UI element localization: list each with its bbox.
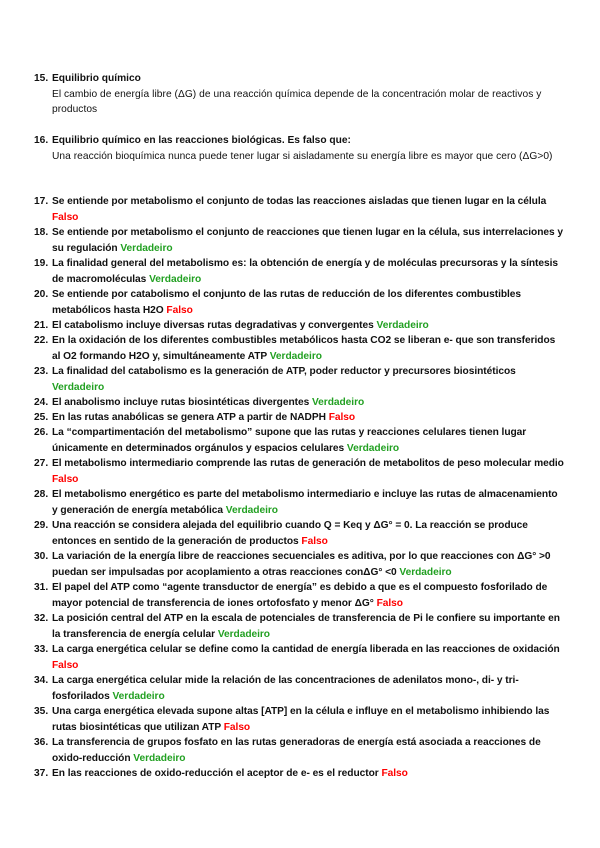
- answer-label: Verdadeiro: [399, 566, 452, 578]
- question-statement: La finalidad general del metabolismo es: la obtención de energía y de moléculas precursoras y la síntesis de macromoléculas: [52, 258, 558, 285]
- question-detail: Una reacción bioquímica nunca puede tener lugar si aisladamente su energía libre es mayor que cero (ΔG>0): [52, 150, 553, 162]
- answer-label: Verdadeiro: [52, 381, 105, 393]
- answer-label: Verdadeiro: [133, 752, 186, 764]
- question-statement: La variación de la energía libre de reacciones secuenciales es aditiva, por lo que reacciones con ΔG° >0 puedan ser impulsadas por acoplamiento a otras reacciones conΔG° <0: [52, 551, 551, 578]
- question-number: 24.: [34, 397, 49, 408]
- question-statement: Se entiende por catabolismo el conjunto de las rutas de reducción de los diferentes combustibles metabólicos hasta H2O: [52, 289, 522, 316]
- question-number: 19.: [34, 258, 49, 269]
- question-statement: En la oxidación de los diferentes combustibles metabólicos hasta CO2 se liberan e- que son transferidos al O2 formando H2O y, simultáneamente ATP: [52, 335, 556, 362]
- answer-label: Verdadeiro: [376, 320, 429, 331]
- question-statement: En las reacciones de oxido-reducción el aceptor de e- es el reductor: [52, 768, 379, 779]
- question-statement: La “compartimentación del metabolismo” supone que las rutas y reacciones celulares tienen lugar únicamente en determinados orgánulos y espacios celulares: [52, 427, 527, 454]
- question-18: [34, 225, 564, 256]
- question-24: [34, 395, 564, 411]
- answer-label: Verdadeiro: [149, 273, 202, 285]
- question-17: [34, 194, 564, 225]
- question-number: 21.: [34, 320, 49, 331]
- question-statement: El catabolismo incluye diversas rutas degradativas y convergentes: [52, 320, 374, 331]
- question-statement: Se entiende por metabolismo el conjunto de reacciones que tienen lugar en la célula, sus interrelaciones y su regulación: [52, 227, 564, 254]
- question-28: [34, 487, 564, 518]
- question-title: Equilibrio químico en las reacciones biológicas. Es falso que:: [52, 135, 351, 146]
- question-number: 33.: [34, 644, 49, 655]
- question-16: [34, 133, 564, 164]
- question-number: 31.: [34, 582, 49, 593]
- answer-label: Falso: [328, 412, 356, 423]
- question-30: [34, 549, 564, 580]
- answer-label: Verdadeiro: [225, 504, 278, 516]
- question-29: [34, 518, 564, 549]
- question-34: [34, 673, 564, 704]
- answer-label: Falso: [223, 721, 251, 733]
- question-36: [34, 735, 564, 766]
- question-statement: La posición central del ATP en la escala de potenciales de transferencia de Pi le confiere su importante en la transferencia de energía celular: [52, 613, 560, 640]
- answer-label: Falso: [52, 473, 79, 485]
- question-number: 32.: [34, 613, 49, 624]
- question-32: [34, 611, 564, 642]
- answer-label: Verdadeiro: [120, 242, 173, 254]
- question-number: 30.: [34, 551, 49, 562]
- question-number: 28.: [34, 489, 49, 500]
- question-27: [34, 456, 564, 487]
- question-number: 20.: [34, 289, 49, 300]
- question-number: 29.: [34, 520, 49, 531]
- question-number: 26.: [34, 427, 49, 438]
- question-number: 25.: [34, 412, 49, 423]
- question-statement: Una carga energética elevada supone altas [ATP] en la célula e influye en el metabolismo inhibiendo las rutas biosintéticas que utilizan ATP: [52, 706, 550, 733]
- question-statement: En las rutas anabólicas se genera ATP a partir de NADPH: [52, 412, 326, 423]
- question-statement: El metabolismo energético es parte del metabolismo intermediario e incluye las rutas de almacenamiento y generación de energía metabólica: [52, 489, 558, 516]
- answer-label: Falso: [52, 659, 79, 671]
- question-number: 17.: [34, 196, 49, 207]
- question-35: [34, 704, 564, 735]
- question-25: [34, 410, 564, 426]
- question-19: [34, 256, 564, 287]
- question-number: 18.: [34, 227, 49, 238]
- answer-label: Verdadeiro: [217, 628, 270, 640]
- question-23: [34, 364, 564, 395]
- question-20: [34, 287, 564, 318]
- question-number: 23.: [34, 366, 49, 377]
- question-33: [34, 642, 564, 673]
- question-detail: El cambio de energía libre (ΔG) de una reacción química depende de la concentración molar de reactivos y productos: [52, 88, 542, 116]
- answer-label: Falso: [166, 304, 193, 316]
- question-21: [34, 318, 564, 334]
- question-number: 34.: [34, 675, 49, 686]
- answer-label: Verdadeiro: [346, 442, 400, 454]
- answer-label: Verdadeiro: [112, 690, 165, 702]
- question-statement: La carga energética celular se define como la cantidad de energía liberada en las reacciones de oxidación: [52, 644, 560, 655]
- question-title: Equilibrio químico: [52, 73, 141, 84]
- question-statement: El metabolismo intermediario comprende las rutas de generación de metabolitos de peso molecular medio: [52, 458, 564, 469]
- question-statement: La carga energética celular mide la relación de las concentraciones de adenilatos mono-, di- y tri-fosforilados: [52, 675, 519, 702]
- question-number: 37.: [34, 768, 49, 779]
- question-number: 16.: [34, 135, 49, 146]
- answer-label: Falso: [52, 211, 79, 223]
- answer-label: Falso: [301, 535, 328, 547]
- question-15: [34, 71, 564, 118]
- answer-label: Falso: [376, 597, 403, 609]
- answer-label: Falso: [381, 768, 408, 779]
- question-number: 22.: [34, 335, 49, 346]
- question-statement: El anabolismo incluye rutas biosintéticas divergentes: [52, 397, 310, 408]
- question-31: [34, 580, 564, 611]
- question-number: 15.: [34, 73, 49, 84]
- question-number: 36.: [34, 737, 49, 748]
- question-number: 35.: [34, 706, 49, 717]
- answer-label: Verdadeiro: [312, 397, 365, 408]
- question-number: 27.: [34, 458, 49, 469]
- question-statement: El papel del ATP como “agente transductor de energía” es debido a que es el compuesto fosforilado de mayor potencial de transferencia de iones ortofosfato y menor ΔG°: [52, 582, 548, 609]
- answer-label: Verdadeiro: [269, 350, 322, 362]
- question-37: [34, 766, 564, 782]
- question-statement: La finalidad del catabolismo es la generación de ATP, poder reductor y precursores biosintéticos: [52, 366, 516, 377]
- question-22: [34, 333, 564, 364]
- question-statement: La transferencia de grupos fosfato en las rutas generadoras de energía está asociada a reacciones de oxido-reducción: [52, 737, 541, 764]
- question-statement: Se entiende por metabolismo el conjunto de todas las reacciones aisladas que tienen lugar en la célula: [52, 196, 547, 207]
- question-statement: Una reacción se considera alejada del equilibrio cuando Q = Keq y ΔG° = 0. La reacción se produce entonces en sentido de la generación de productos: [52, 520, 528, 547]
- question-26: [34, 425, 564, 456]
